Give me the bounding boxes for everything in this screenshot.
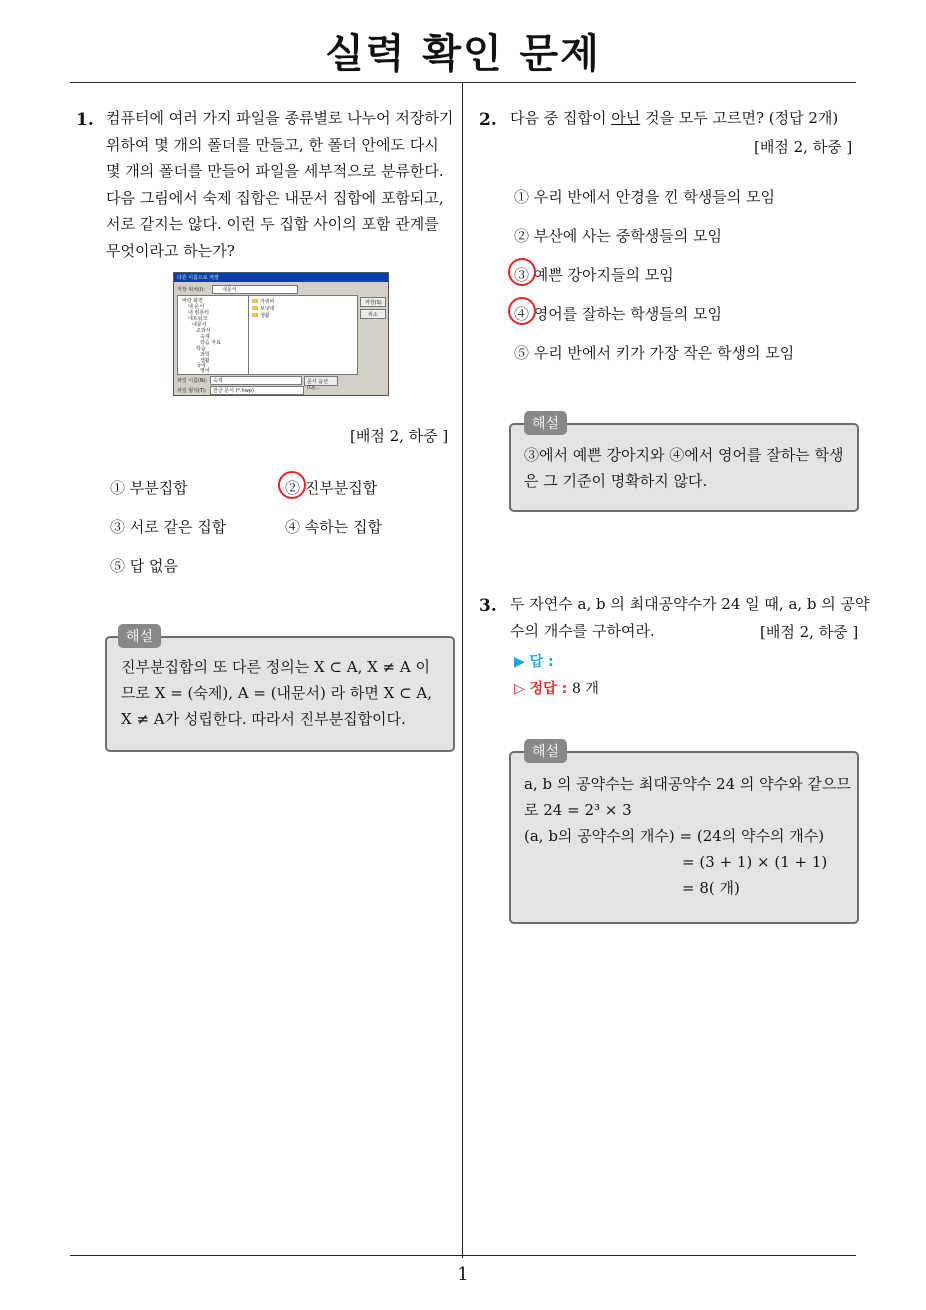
explanation-box	[509, 751, 859, 924]
option-2[interactable]: ② 진부분집합	[285, 479, 378, 497]
question-text	[106, 105, 456, 264]
save-in-dropdown	[212, 285, 298, 294]
save-button	[360, 297, 386, 307]
text-line: 다음 그림에서 숙제 집합은 내문서 집합에 포함되고,	[106, 188, 444, 207]
folder-tree	[177, 295, 249, 375]
explanation-text	[524, 442, 849, 494]
points: [배점 2, 하중 ]	[350, 427, 449, 445]
top-rule	[70, 82, 856, 83]
tree-item: 국어	[196, 363, 206, 369]
explanation-line: 진부분집합의 또 다른 정의는 X ⊂ A, X ≠ A 이	[121, 658, 430, 676]
page-title: 실력 확인 문제	[325, 31, 601, 77]
explanation-line: = 8( 개)	[682, 879, 740, 897]
correct-answer-label	[514, 678, 599, 698]
points: [배점 2, 하중 ]	[754, 138, 853, 156]
bottom-rule	[70, 1255, 856, 1256]
option-5[interactable]: ⑤ 우리 반에서 키가 가장 작은 학생의 모임	[514, 344, 795, 362]
folder-icon	[252, 299, 258, 303]
tree-item: 내 컴퓨터	[188, 310, 209, 316]
filetype-dropdown	[210, 386, 304, 395]
cancel-button	[360, 309, 386, 319]
explanation-line: 로 24 = 2³ × 3	[524, 801, 632, 819]
file-item: 가위바	[260, 299, 275, 305]
text-line: 두 자연수 a, b 의 최대공약수가 24 일 때, a, b 의 공약	[510, 595, 870, 613]
explanation-line: 은 그 기준이 명확하지 않다.	[524, 472, 708, 490]
text-line: 무엇이라고 하는가?	[106, 241, 235, 260]
option-4[interactable]: ④ 영어를 잘하는 학생들의 모임	[514, 305, 722, 323]
option-1[interactable]: ① 우리 반에서 안경을 낀 학생들의 모임	[514, 188, 775, 206]
file-item: 생활	[260, 313, 270, 319]
explanation-box	[509, 423, 859, 512]
dialog-titlebar	[174, 273, 388, 282]
tree-item: 내 문서	[188, 304, 205, 310]
explanation-line: 므로 X = (숙제), A = (내문서) 라 하면 X ⊂ A,	[121, 684, 433, 702]
explanation-line: a, b 의 공약수는 최대공약수 24 의 약수와 같으므	[524, 775, 851, 793]
file-list	[248, 295, 358, 375]
option-1[interactable]: ① 부분집합	[110, 479, 188, 497]
answer-circle-mark	[508, 297, 536, 325]
text-span: 것을 모두 고르면? (정답 2개)	[640, 109, 839, 127]
option-3[interactable]: ③ 서로 같은 집합	[110, 518, 227, 536]
answer-circle-mark	[278, 471, 306, 499]
option-5[interactable]: ⑤ 답 없음	[110, 557, 179, 575]
explanation-box	[105, 636, 455, 752]
text-line: 수의 개수를 구하여라.	[510, 621, 655, 640]
option-2[interactable]: ② 부산에 사는 중학생들의 모임	[514, 227, 722, 245]
save-in-label: 저장 위치(I):	[177, 287, 205, 293]
tree-item: 학습	[196, 346, 206, 352]
tree-item: 내문서	[192, 322, 207, 328]
tree-item: 바탕 화면	[182, 298, 203, 304]
tree-item: 교과서	[196, 328, 211, 334]
filetype-label: 파일 형식(T):	[177, 388, 207, 394]
filetype-value: 한글 문서 (*.hwp)	[213, 388, 254, 394]
filename-label: 파일 이름(N):	[177, 378, 208, 384]
tree-item: 생활	[200, 358, 210, 364]
tree-item: 학습 자료	[200, 340, 221, 346]
answer-input-label[interactable]: ▶ 답 :	[514, 654, 554, 670]
option-4[interactable]: ④ 속하는 집합	[285, 518, 382, 536]
underlined-word: 아닌	[611, 109, 641, 127]
explanation-line: X ≠ A가 성립한다. 따라서 진부분집합이다.	[121, 710, 406, 728]
explanation-text	[121, 654, 446, 732]
options-button	[304, 376, 338, 391]
correct-label: ▷ 정답 :	[514, 681, 568, 697]
save-in-value: 내문서	[222, 287, 237, 293]
explanation-line: ③에서 예쁜 강아지와 ④에서 영어를 잘하는 학생	[524, 446, 844, 464]
explanation-tag: 해설	[118, 624, 161, 648]
tree-item: 과학	[200, 352, 210, 358]
text-line: 몇 개의 폴더를 만들어 파일을 세부적으로 분류한다.	[106, 162, 444, 180]
page-number: 1	[457, 1264, 469, 1285]
dialog-title: 다른 이름으로 저장	[177, 275, 219, 281]
text-line: 컴퓨터에 여러 가지 파일을 종류별로 나누어 저장하기	[106, 109, 454, 127]
explanation-text	[524, 771, 854, 901]
save-dialog-screenshot	[173, 272, 389, 396]
save-button-label: 저장(S)	[365, 300, 382, 306]
column-divider	[462, 83, 463, 1258]
question-number: 1.	[76, 110, 94, 130]
tree-item: 영어	[200, 368, 210, 374]
tree-item: 네트워크	[188, 316, 208, 322]
question-number: 3.	[479, 596, 497, 616]
text-span: 다음 중 집합이	[510, 109, 612, 127]
explanation-tag: 해설	[524, 411, 567, 435]
correct-value: 8 개	[572, 681, 599, 697]
filename-field	[210, 376, 302, 385]
explanation-line: (a, b의 공약수의 개수) = (24의 약수의 개수)	[524, 827, 825, 845]
text-line: 서로 같지는 않다. 이런 두 집합 사이의 포함 관계를	[106, 215, 439, 233]
filename-value: 숙제	[213, 378, 223, 384]
option-3[interactable]: ③ 예쁜 강아지들의 모임	[514, 266, 674, 284]
cancel-button-label: 취소	[368, 312, 378, 318]
text-line: 위하여 몇 개의 폴더를 만들고, 한 폴더 안에도 다시	[106, 135, 439, 154]
explanation-line: = (3 + 1) × (1 + 1)	[682, 853, 828, 871]
question-number: 2.	[479, 110, 497, 130]
points: [배점 2, 하중 ]	[760, 623, 859, 641]
question-text	[510, 105, 860, 132]
tree-item: 숙제	[200, 334, 210, 340]
folder-icon	[252, 306, 258, 310]
answer-circle-mark	[508, 258, 536, 286]
explanation-tag: 해설	[524, 739, 567, 763]
options-button-label: 문서 옵션(O)...	[307, 379, 328, 391]
folder-icon	[252, 313, 258, 317]
file-item: 보넷대	[260, 306, 275, 312]
